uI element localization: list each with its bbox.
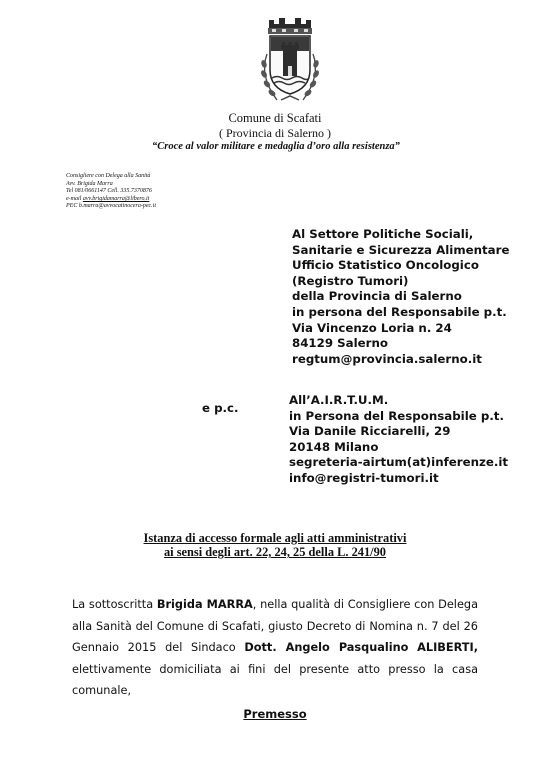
recipient-address-block [292, 227, 509, 367]
sender-email-label: e-mail [66, 195, 83, 202]
recipient-line: Al Settore Politiche Sociali, [292, 227, 474, 241]
mayor-name-1: Dott. Angelo Pasqualino [244, 641, 409, 655]
cc-recipient-address-block [289, 393, 508, 487]
sender-pec-line [66, 203, 156, 211]
document-subject [0, 531, 550, 559]
body-paragraph [72, 594, 478, 702]
sender-email-link[interactable]: avv.brigidamarra@libero.it [82, 195, 150, 202]
recipient-line: 84129 Salerno [292, 336, 388, 351]
coat-of-arms-emblem [255, 14, 325, 106]
municipality-motto: “Croce al valor militare e medaglia d’oro alla resistenza” [152, 141, 400, 152]
body-text-2: , nella qualità di Consigliere con Delega alla Sanità del Comune di Scafati, giusto Decreto di Nomina n. 7 del 26 Gennaio 2015 del Sindaco [72, 598, 478, 655]
body-text-3: elettivamente domiciliata ai fini del presente atto presso la casa comunale, [72, 662, 478, 698]
municipality-name: Comune di Scafati [228, 111, 322, 125]
recipient-line: della Provincia di Salerno [292, 289, 462, 304]
sender-pec-label: PEC [66, 203, 79, 210]
recipient-line: Sanitarie e Sicurezza Alimentare [292, 242, 510, 257]
mayor-name-2: ALIBERTI, [417, 641, 479, 655]
signatory-name: Brigida MARRA [156, 598, 253, 611]
recipient-email: regtum@provincia.salerno.it [292, 351, 482, 366]
sender-block [66, 173, 156, 211]
recipient-line: Via Vincenzo Loria n. 24 [292, 320, 452, 335]
subject-line-2: ai sensi degli art. 22, 24, 25 della L. 241/90 [163, 545, 386, 560]
sender-role: Consigliere con Delega alla Sanità [66, 173, 151, 179]
body-text-1: La sottoscritta [72, 598, 157, 611]
cc-recipient-line: All’A.I.R.T.U.M. [289, 393, 389, 407]
sender-pec-address: b.marra@avvocatinocera-pec.it [78, 203, 157, 210]
cc-recipient-line: in Persona del Responsabile p.t. [289, 408, 504, 423]
cc-recipient-line: Via Danile Ricciarelli, 29 [289, 424, 451, 439]
cc-recipient-line: 20148 Milano [289, 439, 379, 454]
recipient-line: in persona del Responsabile p.t. [292, 304, 507, 319]
section-heading-premesso: Premesso [243, 707, 307, 721]
sender-phone: Tel 081/0661147 Cell. 335.7370876 [66, 188, 152, 195]
sender-email-line [66, 196, 156, 204]
province-name: ( Provincia di Salerno ) [219, 126, 331, 140]
sender-name: Avv. Brigida Marra [66, 180, 113, 187]
subject-line-1: Istanza di accesso formale agli atti amministrativi [143, 531, 407, 545]
cc-recipient-email: info@registri-tumori.it [289, 470, 439, 485]
recipient-line: (Registro Tumori) [292, 273, 409, 288]
cc-recipient-email: segreteria-airtum(at)inferenze.it [289, 455, 509, 470]
cc-label: e p.c. [202, 401, 239, 415]
recipient-line: Ufficio Statistico Oncologico [292, 258, 479, 273]
